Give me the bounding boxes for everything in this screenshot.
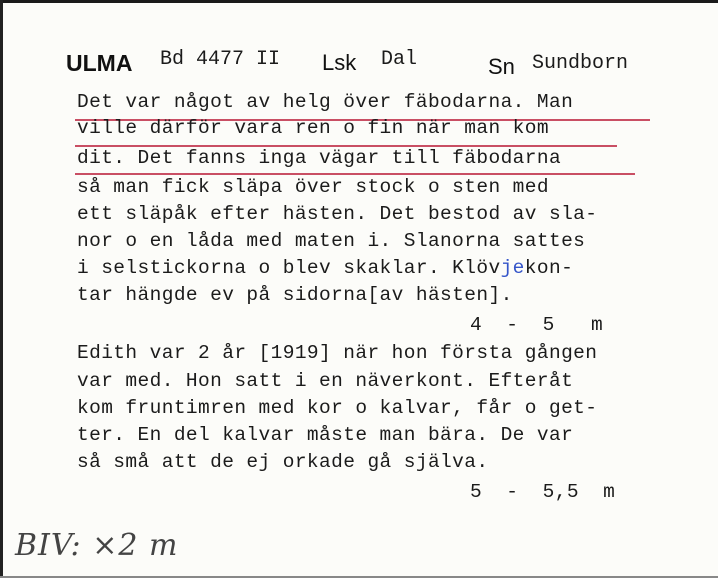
underline — [75, 173, 635, 175]
socken-value: Sundborn — [532, 52, 629, 75]
volume-number: Bd 4477 II — [160, 48, 281, 71]
text-line: tar hängde ev på sidorna[av hästen]. — [77, 284, 513, 306]
page-reference: 5 - 5,5 m — [470, 481, 616, 503]
text-line: ville därför vara ren o fin när man kom — [77, 117, 549, 139]
socken-label: Sn — [488, 54, 515, 79]
page-reference: 4 - 5 m — [470, 314, 604, 336]
text-line: ett släpåk efter hästen. Det bestod av sla- — [77, 203, 598, 225]
handwritten-note: BIV: ×2 m — [15, 528, 179, 563]
card-top-edge — [0, 0, 718, 3]
card-left-edge — [0, 0, 3, 578]
text-line: ter. En del kalvar måste man bära. De var — [77, 424, 574, 446]
text-line: så man fick släpa över stock o sten med — [77, 176, 549, 198]
text-segment: kon- — [524, 257, 574, 279]
text-segment: i selstickorna o blev skaklar. Klöv — [77, 257, 501, 279]
text-line: Det var något av helg över fäbodarna. Man — [77, 91, 574, 113]
text-line: nor o en låda med maten i. Slanorna sattes — [77, 230, 586, 252]
text-line-with-insert — [77, 257, 573, 279]
text-line: så små att de ej orkade gå själva. — [77, 451, 489, 473]
text-line: kom fruntimren med kor o kalvar, får o get- — [77, 397, 598, 419]
text-line: Edith var 2 år [1919] när hon första gången — [77, 342, 598, 364]
landskap-label: Lsk — [322, 50, 357, 75]
archive-code: ULMA — [66, 50, 133, 76]
text-line: var med. Hon satt i en näverkont. Efteråt — [77, 370, 574, 392]
handwritten-insert: je — [500, 257, 525, 279]
text-line: dit. Det fanns inga vägar till fäbodarna — [77, 147, 562, 169]
landskap-value: Dal — [381, 48, 418, 71]
